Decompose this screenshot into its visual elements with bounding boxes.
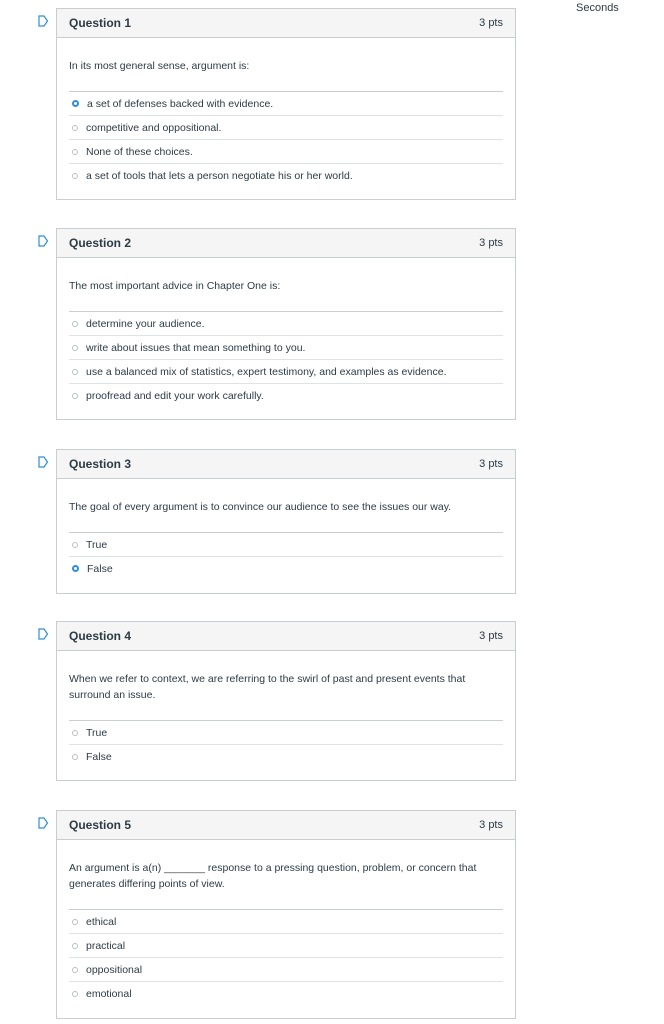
answer-option[interactable]: [69, 383, 503, 407]
answer-label: oppositional: [86, 963, 143, 976]
answer-label: proofread and edit your work carefully.: [86, 389, 264, 402]
answer-option[interactable]: [69, 335, 503, 359]
question-title: Question 1: [69, 16, 132, 30]
flag-icon[interactable]: [37, 817, 49, 829]
question-2: [56, 228, 516, 420]
radio-selected-icon[interactable]: [72, 100, 79, 107]
question-title: Question 5: [69, 818, 132, 832]
question-1: [56, 8, 516, 200]
answer-label: True: [86, 726, 108, 739]
answer-list: [69, 909, 503, 1005]
question-4: [56, 621, 516, 781]
question-points: 3 pts: [479, 458, 503, 470]
question-points: 3 pts: [479, 819, 503, 831]
question-header: [57, 9, 515, 38]
answer-option[interactable]: [69, 163, 503, 187]
radio-icon[interactable]: [72, 321, 78, 327]
radio-icon[interactable]: [72, 991, 78, 997]
question-header: [57, 811, 515, 840]
question-text: The most important advice in Chapter One is:: [69, 280, 281, 292]
question-text: When we refer to context, we are referring to the swirl of past and present events that surround an issue.: [69, 673, 466, 701]
flag-icon[interactable]: [37, 15, 49, 27]
answer-option[interactable]: [69, 311, 503, 335]
radio-icon[interactable]: [72, 149, 78, 155]
question-points: 3 pts: [479, 237, 503, 249]
radio-icon[interactable]: [72, 919, 78, 925]
answer-label: practical: [86, 939, 126, 952]
radio-icon[interactable]: [72, 542, 78, 548]
answer-option[interactable]: [69, 139, 503, 163]
radio-selected-icon[interactable]: [72, 565, 79, 572]
question-title: Question 3: [69, 457, 132, 471]
answer-option[interactable]: [69, 981, 503, 1005]
answer-label: None of these choices.: [86, 145, 193, 158]
answer-option[interactable]: [69, 556, 503, 580]
radio-icon[interactable]: [72, 730, 78, 736]
answer-option[interactable]: [69, 909, 503, 933]
answer-option[interactable]: [69, 359, 503, 383]
answer-label: a set of tools that lets a person negotiate his or her world.: [86, 169, 353, 182]
answer-list: [69, 532, 503, 580]
question-points: 3 pts: [479, 630, 503, 642]
answer-label: emotional: [86, 987, 132, 1000]
answer-label: False: [87, 562, 113, 575]
answer-list: [69, 91, 503, 187]
question-text: In its most general sense, argument is:: [69, 60, 250, 72]
answer-label: a set of defenses backed with evidence.: [87, 97, 274, 110]
answer-option[interactable]: [69, 957, 503, 981]
flag-icon[interactable]: [37, 628, 49, 640]
question-3: [56, 449, 516, 594]
radio-icon[interactable]: [72, 754, 78, 760]
radio-icon[interactable]: [72, 125, 78, 131]
answer-option[interactable]: [69, 933, 503, 957]
question-header: [57, 622, 515, 651]
answer-option[interactable]: [69, 720, 503, 744]
radio-icon[interactable]: [72, 345, 78, 351]
flag-icon[interactable]: [37, 456, 49, 468]
answer-label: True: [86, 538, 108, 551]
radio-icon[interactable]: [72, 393, 78, 399]
answer-label: write about issues that mean something to you.: [86, 341, 306, 354]
answer-label: use a balanced mix of statistics, expert testimony, and examples as evidence.: [86, 365, 447, 378]
answer-label: competitive and oppositional.: [86, 121, 222, 134]
answer-option[interactable]: [69, 744, 503, 768]
answer-option[interactable]: [69, 532, 503, 556]
question-5: [56, 810, 516, 1019]
answer-label: False: [86, 750, 112, 763]
radio-icon[interactable]: [72, 967, 78, 973]
question-text: An argument is a(n) _______ response to a pressing question, problem, or concern that generates differing points of view.: [69, 862, 477, 890]
question-header: [57, 229, 515, 258]
answer-list: [69, 720, 503, 768]
timer-seconds-label: Seconds: [576, 2, 619, 14]
answer-list: [69, 311, 503, 407]
radio-icon[interactable]: [72, 369, 78, 375]
question-points: 3 pts: [479, 17, 503, 29]
question-title: Question 2: [69, 236, 132, 250]
question-header: [57, 450, 515, 479]
flag-icon[interactable]: [37, 235, 49, 247]
answer-option[interactable]: [69, 91, 503, 115]
question-text: The goal of every argument is to convince our audience to see the issues our way.: [69, 501, 452, 513]
answer-label: determine your audience.: [86, 317, 205, 330]
answer-label: ethical: [86, 915, 117, 928]
radio-icon[interactable]: [72, 943, 78, 949]
question-title: Question 4: [69, 629, 132, 643]
answer-option[interactable]: [69, 115, 503, 139]
radio-icon[interactable]: [72, 173, 78, 179]
